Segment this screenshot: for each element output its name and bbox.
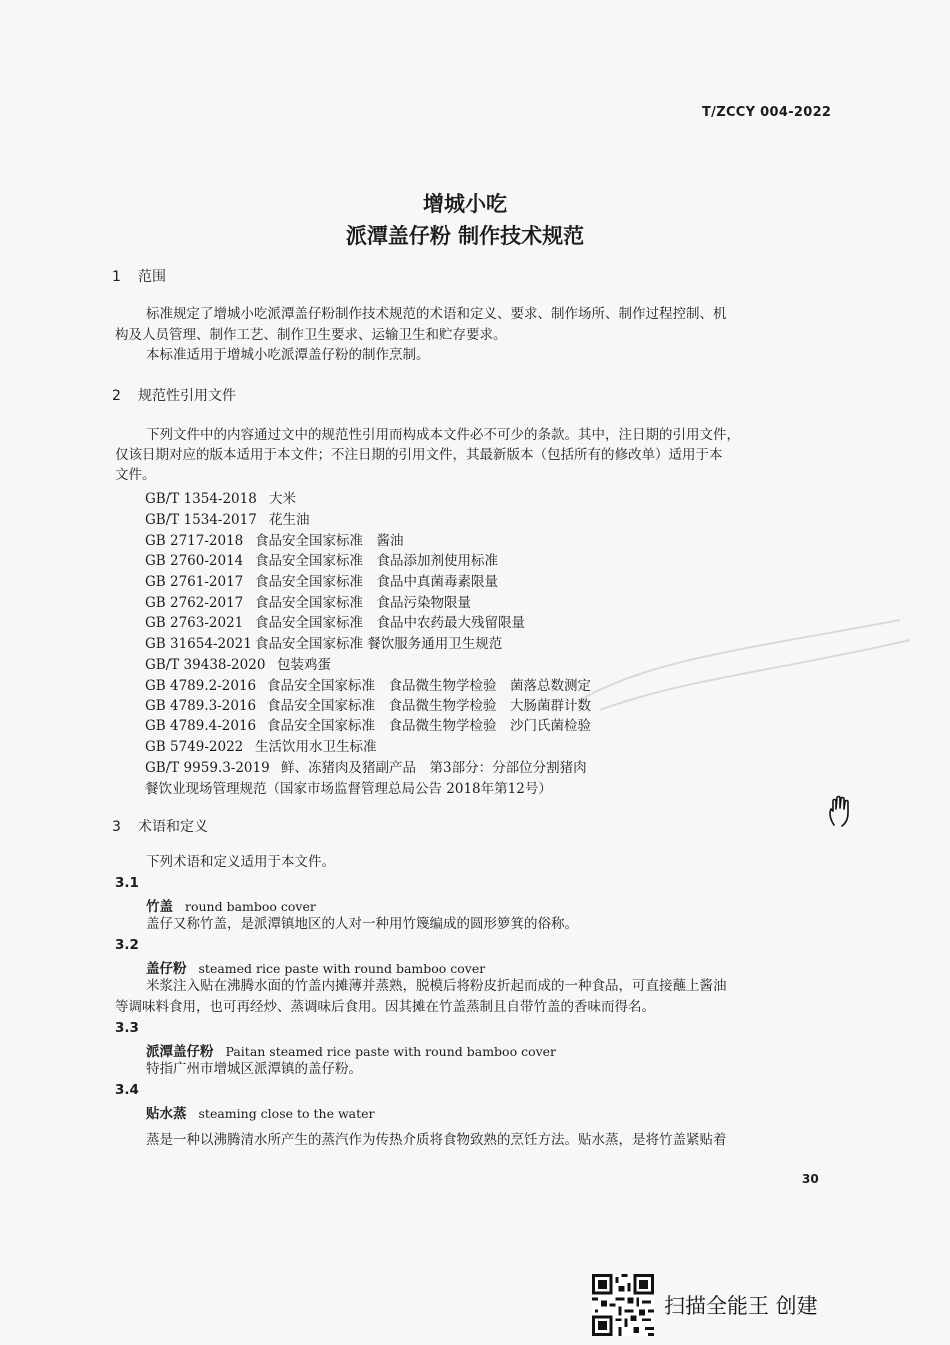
normative-intro-line: 仅该日期对应的版本适用于本文件；不注日期的引用文件，其最新版本（包括所有的修改单）适用于本 <box>115 447 723 463</box>
qr-code-icon <box>592 1274 654 1336</box>
normative-intro-line: 文件。 <box>115 467 156 483</box>
section-heading-2: 2 规范性引用文件 <box>112 388 236 404</box>
reference-item: GB/T 39438-2020 包装鸡蛋 <box>145 657 331 673</box>
reference-item: GB 31654-2021 食品安全国家标准 餐饮服务通用卫生规范 <box>145 636 503 652</box>
page-subtitle: 派潭盖仔粉 制作技术规范 <box>345 224 585 248</box>
reference-item: GB 4789.4-2016 食品安全国家标准 食品微生物学检验 沙门氏菌检验 <box>145 718 591 734</box>
reference-item: GB 2717-2018 食品安全国家标准 酱油 <box>145 533 404 549</box>
document-code: T/ZCCY 004-2022 <box>702 105 832 120</box>
reference-item: GB/T 9959.3-2019 鲜、冻猪肉及猪副产品 第3部分：分部位分割猪肉 <box>145 760 587 776</box>
clause-number: 3.4 <box>115 1082 139 1098</box>
normative-intro-line: 下列文件中的内容通过文中的规范性引用而构成本文件必不可少的条款。其中，注日期的引用文件， <box>146 427 740 443</box>
section-heading-1: 1 范围 <box>112 269 166 285</box>
term-entry: 贴水蒸 steaming close to the water <box>146 1106 375 1122</box>
reference-item: GB 2763-2021 食品安全国家标准 食品中农药最大残留限量 <box>145 615 525 631</box>
term-entry: 盖仔粉 steamed rice paste with round bamboo cover <box>146 961 486 977</box>
section-heading-3: 3 术语和定义 <box>112 819 208 835</box>
hand-cursor-icon <box>826 795 858 829</box>
watermark-stamp <box>560 600 920 720</box>
reference-item: GB 4789.2-2016 食品安全国家标准 食品微生物学检验 菌落总数测定 <box>145 678 591 694</box>
reference-item: GB 2761-2017 食品安全国家标准 食品中真菌毒素限量 <box>145 574 498 590</box>
reference-item: GB 4789.3-2016 食品安全国家标准 食品微生物学检验 大肠菌群计数 <box>145 698 591 714</box>
term-definition: 盖仔又称竹盖，是派潭镇地区的人对一种用竹篾编成的圆形箩箕的俗称。 <box>146 916 578 932</box>
term-definition: 特指广州市增城区派潭镇的盖仔粉。 <box>146 1061 362 1077</box>
page-title: 增城小吃 <box>423 192 507 216</box>
scope-text-line: 本标准适用于增城小吃派潭盖仔粉的制作烹制。 <box>146 347 430 363</box>
clause-number: 3.1 <box>115 875 139 891</box>
terms-intro: 下列术语和定义适用于本文件。 <box>146 854 335 870</box>
scanner-watermark-text: 扫描全能王 创建 <box>664 1294 818 1318</box>
scope-text-line: 构及人员管理、制作工艺、制作卫生要求、运输卫生和贮存要求。 <box>115 327 507 343</box>
reference-item: 餐饮业现场管理规范（国家市场监督管理总局公告 2018年第12号） <box>145 781 552 797</box>
reference-item: GB 5749-2022 生活饮用水卫生标准 <box>145 739 377 755</box>
page-number: 30 <box>802 1172 819 1186</box>
clause-number: 3.3 <box>115 1020 139 1036</box>
term-entry: 派潭盖仔粉 Paitan steamed rice paste with round bamboo cover <box>146 1044 557 1060</box>
reference-item: GB 2760-2014 食品安全国家标准 食品添加剂使用标准 <box>145 553 498 569</box>
reference-item: GB/T 1354-2018 大米 <box>145 491 296 507</box>
reference-item: GB 2762-2017 食品安全国家标准 食品污染物限量 <box>145 595 471 611</box>
clause-number: 3.2 <box>115 937 139 953</box>
scope-text-line: 标准规定了增城小吃派潭盖仔粉制作技术规范的术语和定义、要求、制作场所、制作过程控制、机 <box>146 306 727 322</box>
term-definition: 米浆注入贴在沸腾水面的竹盖内摊薄并蒸熟，脱模后将粉皮折起而成的一种食品，可直接蘸上酱油 <box>146 978 727 994</box>
term-definition: 蒸是一种以沸腾清水所产生的蒸汽作为传热介质将食物致熟的烹饪方法。贴水蒸，是将竹盖紧贴着 <box>146 1132 727 1148</box>
term-entry: 竹盖 round bamboo cover <box>146 899 316 915</box>
term-definition: 等调味料食用，也可再经炒、蒸调味后食用。因其摊在竹盖蒸制且自带竹盖的香味而得名。 <box>115 999 655 1015</box>
reference-item: GB/T 1534-2017 花生油 <box>145 512 310 528</box>
